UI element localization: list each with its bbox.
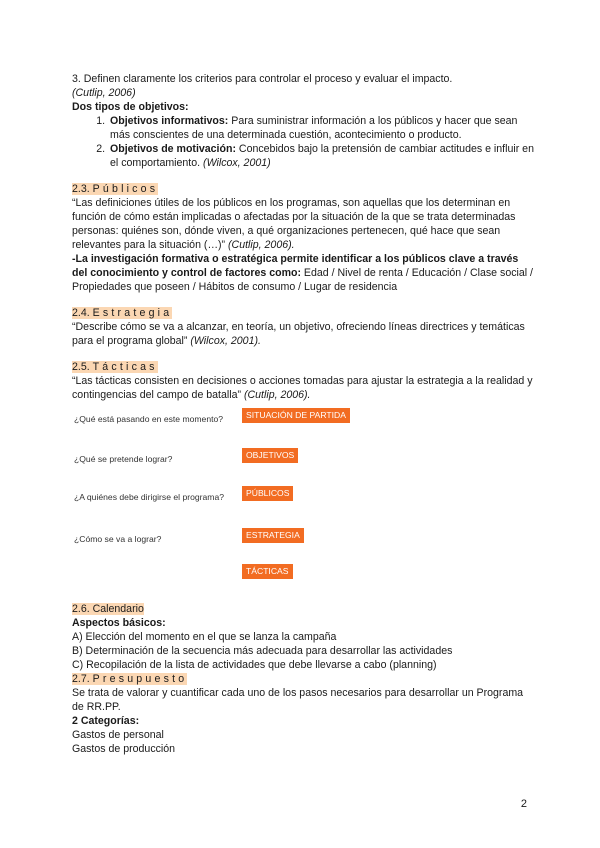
section-heading-publicos [72, 182, 534, 196]
diagram-question: ¿Cómo se va a lograr? [74, 534, 162, 544]
section-title: 2.6. Calendario [72, 603, 144, 615]
quote-text: “Las definiciones útiles de los públicos en los programas, son aquellas que los determinan en función de cómo están implicadas o afectadas por la situación de la que se trata determinadas personas: quiénes son, dónde viven, a qué organizaciones pertenecen, qué hace que sean relevantes para la situación (…)” [72, 197, 516, 251]
publicos-quote [72, 196, 534, 252]
diagram-question: ¿A quiénes debe dirigirse el programa? [74, 492, 225, 502]
quote-citation: (Cutlip, 2006). [243, 389, 311, 401]
objectives-heading: Dos tipos de objetivos: [72, 101, 189, 113]
page-number: 2 [520, 798, 527, 810]
section-title: Presupuesto [92, 673, 188, 685]
section-heading-estrategia [72, 306, 534, 320]
list-item: C) Recopilación de la lista de actividades que debe llevarse a cabo (planning) [72, 659, 437, 671]
section-number: 2.7. [72, 673, 90, 685]
section-number: 2.3. [72, 183, 90, 195]
box-publicos: PÚBLICOS [242, 486, 293, 501]
intro-citation: (Cutlip, 2006) [72, 87, 136, 99]
section-heading-tacticas [72, 360, 534, 374]
diagram-question: ¿Qué está pasando en este momento? [74, 414, 224, 424]
tacticas-quote [72, 374, 534, 402]
objective-citation: (Wilcox, 2001) [203, 157, 271, 169]
list-item: A) Elección del momento en el que se lanza la campaña [72, 631, 337, 643]
aspectos-heading: Aspectos básicos: [72, 617, 166, 629]
section-title: Públicos [92, 183, 159, 195]
list-item [108, 142, 534, 170]
section-heading-presupuesto [72, 672, 534, 686]
quote-citation: (Wilcox, 2001). [190, 335, 261, 347]
list-item: Gastos de producción [72, 743, 176, 755]
section-heading-calendario [72, 602, 534, 616]
presupuesto-text: Se trata de valorar y cuantificar cada uno de los pasos necesarios para desarrollar un Programa de RR.PP. [72, 687, 524, 713]
publicos-factors [72, 252, 534, 294]
section-number: 2.4. [72, 307, 90, 319]
section-title: Tácticas [92, 361, 158, 373]
list-item: B) Determinación de la secuencia más adecuada para desarrollar las actividades [72, 645, 453, 657]
quote-citation: (Cutlip, 2006). [228, 239, 295, 251]
objectives-list [72, 114, 534, 170]
objective-label: Objetivos informativos: [110, 115, 229, 127]
list-item: Gastos de personal [72, 729, 164, 741]
factors-bold: -La investigación formativa o estratégica permite identificar a los públicos clave a través del conocimiento y control de factores como: [72, 253, 519, 279]
factors-text: Edad / Nivel de renta / Educación / Clase social / Propiedades que poseen / Hábitos de consumo / Lugar de residencia [72, 267, 533, 293]
box-situacion-partida: SITUACIÓN DE PARTIDA [242, 408, 350, 423]
quote-text: “Las tácticas consisten en decisiones o acciones tomadas para ajustar la estrategia a la realidad y contingencias del campo de batalla” [72, 375, 533, 401]
list-item [108, 114, 534, 142]
estrategia-quote [72, 320, 534, 348]
box-tacticas: TÁCTICAS [242, 564, 293, 579]
box-estrategia: ESTRATEGIA [242, 528, 304, 543]
categorias-heading: 2 Categorías: [72, 715, 140, 727]
quote-text: “Describe cómo se va a alcanzar, en teoría, un objetivo, ofreciendo líneas directrices y temáticas para el programa global” [72, 321, 525, 347]
diagram-question: ¿Qué se pretende lograr? [74, 454, 173, 464]
box-objetivos: OBJETIVOS [242, 448, 298, 463]
objective-label: Objetivos de motivación: [110, 143, 236, 155]
objective-text: Concebidos bajo la pretensión de cambiar actitudes e influir en el comportamiento. [110, 143, 534, 169]
section-number: 2.5. [72, 361, 90, 373]
objective-text: Para suministrar información a los públicos y hacer que sean más conscientes de una determinada cuestión, acontecimiento o producto. [110, 115, 518, 141]
planning-diagram [72, 408, 534, 598]
document-page [72, 72, 534, 756]
section-title: Estrategia [92, 307, 173, 319]
intro-point-3: 3. Definen claramente los criterios para controlar el proceso y evaluar el impacto. [72, 73, 453, 85]
